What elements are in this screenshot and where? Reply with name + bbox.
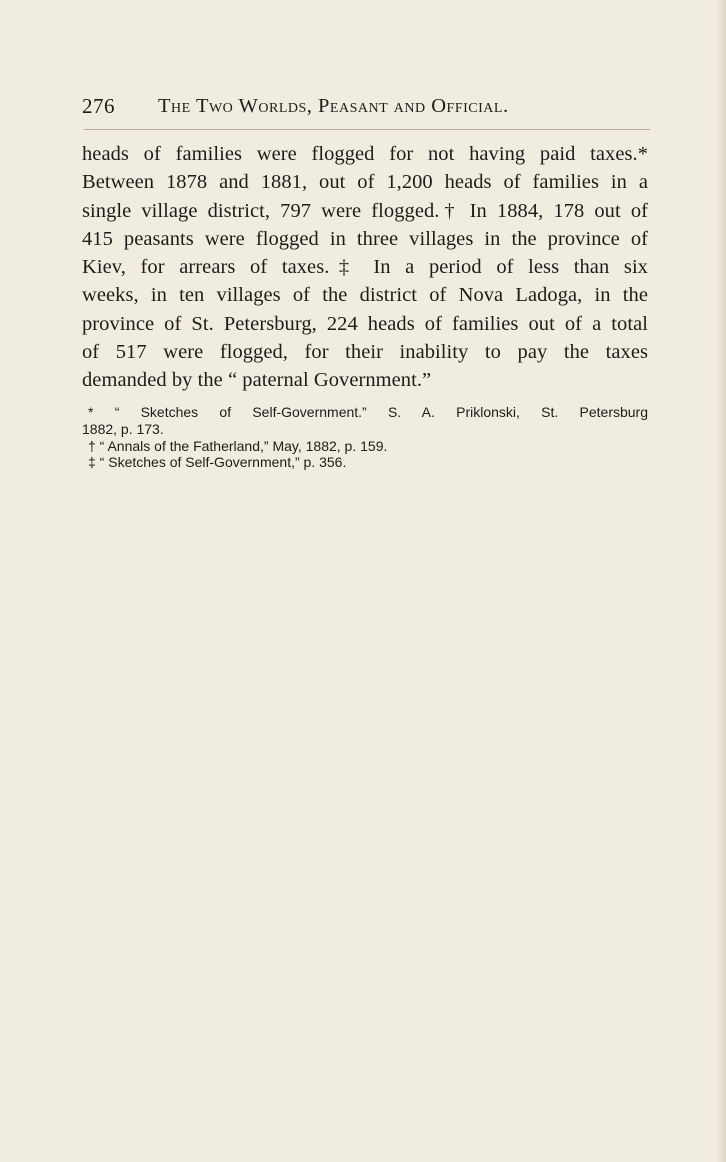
- running-header: [82, 92, 654, 122]
- text-line: province of St. Petersburg, 224 heads of families out of a total: [82, 312, 648, 335]
- text-line: Kiev, for arrears of taxes.‡ In a period of less than six: [82, 256, 648, 279]
- text-line: Between 1878 and 1881, out of 1,200 heads of families in a: [82, 171, 648, 194]
- page-edge-shadow: [716, 0, 726, 1162]
- footnote-line: 1882, p. 173.: [82, 420, 164, 437]
- footnote-line: ‡ “ Sketches of Self-Government,” p. 356.: [88, 454, 347, 471]
- text-line: demanded by the “ paternal Government.”: [82, 369, 432, 392]
- text-line: single village district, 797 were flogged.† In 1884, 178 out of: [82, 199, 648, 222]
- text-line: 415 peasants were flogged in three villages in the province of: [82, 227, 648, 250]
- running-title: The Two Worlds, Peasant and Official.: [158, 95, 509, 117]
- page-number: 276: [82, 94, 115, 118]
- text-line: weeks, in ten villages of the district of Nova Ladoga, in the: [82, 284, 648, 307]
- main-text: [82, 140, 648, 395]
- footnotes: [82, 404, 648, 471]
- header-rule: [84, 129, 650, 130]
- footnote-line: † “ Annals of the Fatherland,” May, 1882, p. 159.: [88, 437, 388, 454]
- text-line: heads of families were flogged for not having paid taxes.*: [82, 143, 648, 165]
- text-line: of 517 were flogged, for their inability to pay the taxes: [82, 341, 648, 364]
- footnote-line: * “ Sketches of Self-Government.” S. A. Priklonski, St. Petersburg: [88, 404, 648, 420]
